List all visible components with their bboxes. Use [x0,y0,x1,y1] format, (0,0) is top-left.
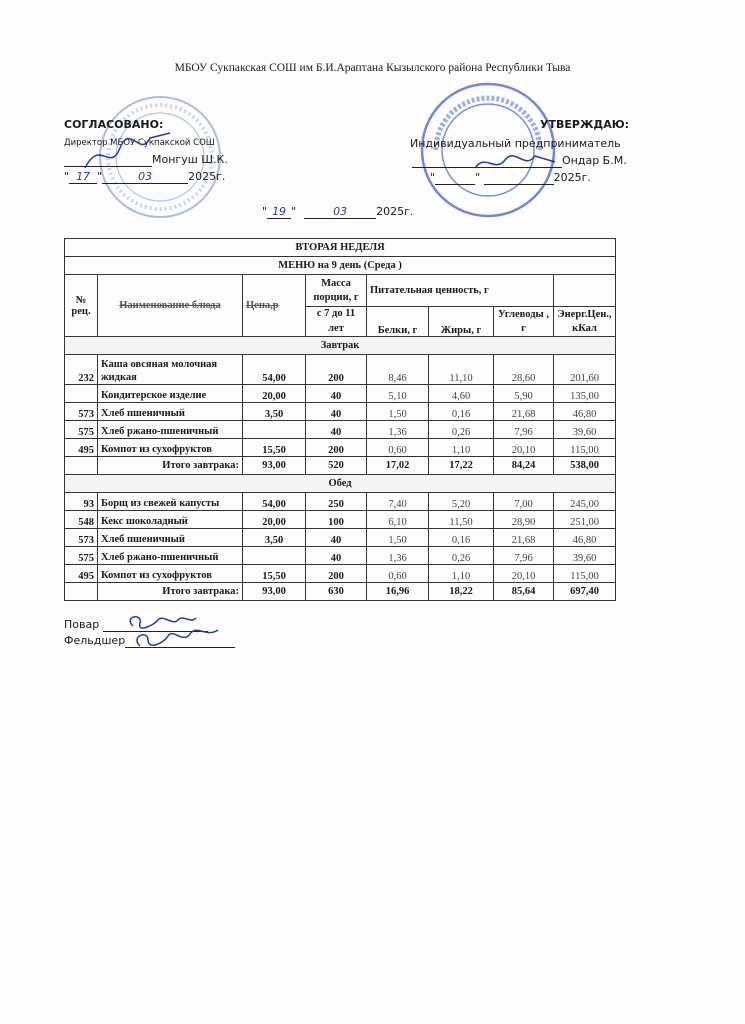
mass: 200 [306,439,367,457]
carbs: 7,00 [494,493,554,511]
fat: 5,20 [429,493,494,511]
left-position: Директор МБОУ Сукпакской СОШ [64,138,215,148]
energy: 46,80 [554,529,616,547]
protein: 1,36 [367,547,429,565]
col-price: Цена,р [243,275,306,337]
fat: 0,26 [429,421,494,439]
menu-title: МЕНЮ на 9 день (Среда ) [65,257,616,275]
total-carbs: 85,64 [494,583,554,601]
mass: 40 [306,529,367,547]
energy: 39,60 [554,547,616,565]
total-carbs: 84,24 [494,457,554,475]
table-row [65,421,616,439]
table-row [65,547,616,565]
carbs: 28,90 [494,511,554,529]
table-row [65,493,616,511]
col-protein: Белки, г [367,307,429,337]
fat: 1,10 [429,565,494,583]
col-nutrition: Питательная ценность, г [367,275,554,307]
total-protein: 17,02 [367,457,429,475]
recipe-number: 232 [65,355,98,385]
left-day: 17 [69,170,97,184]
price [243,547,306,565]
mass: 200 [306,355,367,385]
energy: 46,80 [554,403,616,421]
total-row [65,583,616,601]
col-mass: Масса порции, г [306,275,367,307]
left-signature-icon [80,128,180,178]
price: 15,50 [243,439,306,457]
center-year: 2025г. [376,205,414,218]
right-position: Индивидуальный предприниматель [410,137,621,150]
mass: 40 [306,421,367,439]
protein: 1,50 [367,529,429,547]
dish-name: Хлеб ржано-пшеничный [98,421,243,439]
energy: 251,00 [554,511,616,529]
center-month: 03 [304,205,376,219]
recipe-number: 575 [65,421,98,439]
mass: 40 [306,547,367,565]
dish-name: Компот из сухофруктов [98,565,243,583]
table-row [65,355,616,385]
dish-name: Борщ из свежей капусты [98,493,243,511]
cook-signature-icon [118,608,238,653]
dish-name: Компот из сухофруктов [98,439,243,457]
menu-table [64,238,616,601]
table-row [65,403,616,421]
recipe-number: 575 [65,547,98,565]
dish-name: Кекс шоколадный [98,511,243,529]
energy: 245,00 [554,493,616,511]
fat: 0,26 [429,547,494,565]
price: 54,00 [243,493,306,511]
total-fat: 18,22 [429,583,494,601]
fat: 11,10 [429,355,494,385]
fat: 11,50 [429,511,494,529]
col-carbs: Углеводы , г [494,307,554,337]
protein: 0,60 [367,565,429,583]
total-price: 93,00 [243,583,306,601]
energy: 39,60 [554,421,616,439]
total-fat: 17,22 [429,457,494,475]
carbs: 5,90 [494,385,554,403]
mass: 40 [306,385,367,403]
carbs: 21,68 [494,529,554,547]
mass: 200 [306,565,367,583]
recipe-number: 548 [65,511,98,529]
price: 3,50 [243,403,306,421]
col-num: № рец. [65,275,98,337]
recipe-number: 93 [65,493,98,511]
week-title: ВТОРАЯ НЕДЕЛЯ [65,239,616,257]
left-month: 03 [102,170,188,184]
total-protein: 16,96 [367,583,429,601]
total-label: Итого завтрака: [98,457,243,475]
total-energy: 538,00 [554,457,616,475]
dish-name: Каша овсяная молочная жидкая [98,355,243,385]
col-fat: Жиры, г [429,307,494,337]
dish-name: Хлеб ржано-пшеничный [98,547,243,565]
center-day: 19 [267,205,291,219]
approved-left-title: СОГЛАСОВАНО: [64,118,164,131]
right-signature-icon [470,148,560,178]
medic-label: Фельдшер [64,634,126,647]
table-row [65,565,616,583]
recipe-number: 495 [65,565,98,583]
price: 20,00 [243,385,306,403]
protein: 1,36 [367,421,429,439]
dish-name: Хлеб пшеничный [98,403,243,421]
total-mass: 630 [306,583,367,601]
total-price: 93,00 [243,457,306,475]
approved-right-title: УТВЕРЖДАЮ: [540,118,630,131]
left-name: Монгуш Ш.К. [152,153,228,166]
col-energy: Энерг.Цен., кКал [554,307,616,337]
fat: 1,10 [429,439,494,457]
fat: 0,16 [429,403,494,421]
protein: 8,46 [367,355,429,385]
total-label: Итого завтрака: [98,583,243,601]
carbs: 28,60 [494,355,554,385]
col-name: Наименование блюда [98,275,243,337]
price: 20,00 [243,511,306,529]
recipe-number: 573 [65,403,98,421]
left-year: 2025г. [188,170,226,183]
price [243,421,306,439]
cook-label: Повар [64,618,100,631]
price: 15,50 [243,565,306,583]
carbs: 7,96 [494,421,554,439]
col-mass-sub: с 7 до 11 лет [306,307,367,337]
energy: 115,00 [554,439,616,457]
protein: 1,50 [367,403,429,421]
price: 54,00 [243,355,306,385]
recipe-number: 495 [65,439,98,457]
table-row [65,385,616,403]
section-title: Обед [65,475,616,493]
protein: 0,60 [367,439,429,457]
total-energy: 697,40 [554,583,616,601]
protein: 7,40 [367,493,429,511]
carbs: 20,10 [494,565,554,583]
recipe-number [65,385,98,403]
energy: 201,60 [554,355,616,385]
table-row [65,529,616,547]
carbs: 21,68 [494,403,554,421]
carbs: 20,10 [494,439,554,457]
section-title: Завтрак [65,337,616,355]
dish-name: Хлеб пшеничный [98,529,243,547]
protein: 5,10 [367,385,429,403]
right-year: 2025г. [553,171,591,184]
price: 3,50 [243,529,306,547]
dish-name: Кондитерское изделие [98,385,243,403]
energy: 115,00 [554,565,616,583]
organization-title: МБОУ Сукпакская СОШ им Б.И.Араптана Кызылского района Республики Тыва [174,62,571,74]
total-mass: 520 [306,457,367,475]
recipe-number: 573 [65,529,98,547]
fat: 0,16 [429,529,494,547]
carbs: 7,96 [494,547,554,565]
table-row [65,439,616,457]
mass: 40 [306,403,367,421]
energy: 135,00 [554,385,616,403]
right-name: Ондар Б.М. [562,154,627,167]
protein: 6,10 [367,511,429,529]
table-row [65,511,616,529]
total-row [65,457,616,475]
mass: 250 [306,493,367,511]
mass: 100 [306,511,367,529]
document-page: МБОУ Сукпакская СОШ им Б.И.Араптана Кызылского района Республики Тыва СОГЛАСОВАНО: Директор МБОУ Сукпакской СОШ Монгуш Ш.К. " 17 " 03 2025г. УТВЕРЖДАЮ: Индивидуальный предприниматель Ондар Б.М. " " 2025г. " 19 " 03 2025г. ВТОРАЯ НЕДЕЛЯ МЕНЮ на 9 день (Среда ) № рец. Наименование блюда Цена,р Масса порции, г Питательная ценность, г с 7 до 11 лет Белки, г Жиры, г Углеводы , г Энерг.Цен., кКал Завтрак 232 Каша овсяная молочная жидкая 54,00 200 8,46 11,10 28,60 201,60 Кондитерское изделие 20,00 40 5,10 4,60 5,90 135,00 573 Хлеб пшеничный 3,50 40 1,50 0,16 21,68 46,80 575 Хлеб ржано-пшеничный 40 1,36 0,26 7,96 39,60 495 Компот из сухофруктов 15,50 200 0,60 1,10 20,10 115,00 Итого завтрака: 93,00 520 17,02 17,22 84,24 538,00 Обед 93 Борщ из свежей капусты 54,00 250 7,40 5,20 7,00 245,00 548 Кекс шоколадный 20,00 100 6,10 11,50 28,90 251,00 573 Хлеб пшеничный 3,50 40 1,50 0,16 21,68 46,80 575 Хлеб ржано-пшеничный 40 1,36 0,26 7,96 39,60 495 Компот из сухофруктов 15,50 200 0,60 1,10 20,10 115,00 Итого завтрака: 93,00 630 16,96 18,22 85,64 697,40 Повар Фельдшер [0,0,745,1024]
fat: 4,60 [429,385,494,403]
